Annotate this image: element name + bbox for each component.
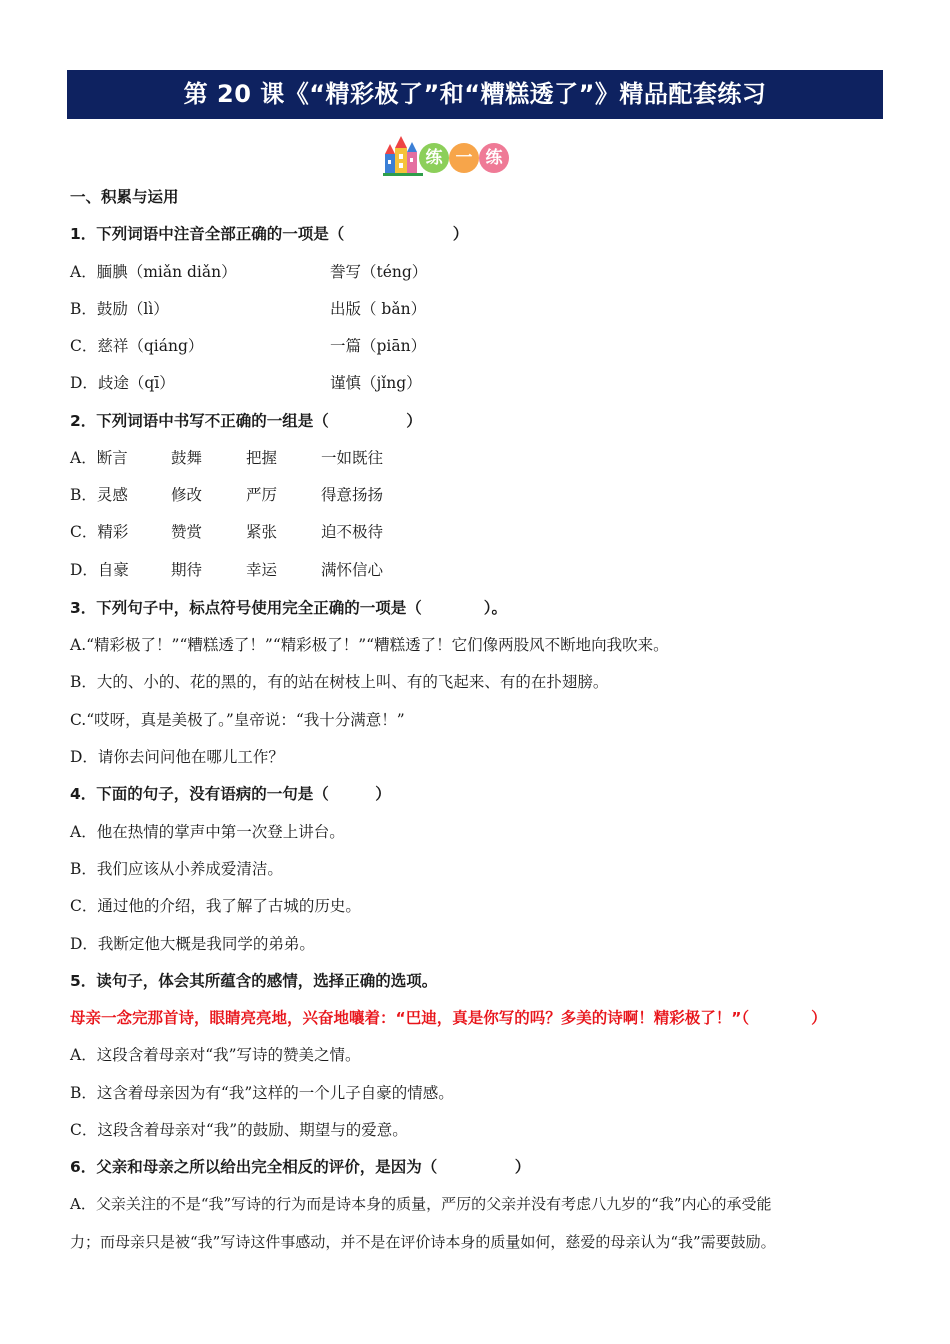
q4-option-c: C．通过他的介绍，我了解了古城的历史。 [70, 897, 361, 915]
q2-b-word-2: 修改 [171, 486, 203, 504]
q5-option-a: A．这段含着母亲对“我”写诗的赞美之情。 [70, 1046, 361, 1064]
q6-option-a-line-2: 力；而母亲只是被“我”写诗这件事感动，并不是在评价诗本身的质量如何，慈爱的母亲认为“我”需要鼓励。 [70, 1233, 776, 1251]
q5-stem: 5．读句子，体会其所蕴含的感情，选择正确的选项。 [70, 972, 438, 990]
q2-d-word-4: 满怀信心 [321, 561, 384, 579]
q3-option-c: C.“哎呀，真是美极了。”皇帝说：“我十分满意！” [70, 711, 405, 729]
q5-option-b: B．这含着母亲因为有“我”这样的一个儿子自豪的情感。 [70, 1084, 454, 1102]
q2-c-word-4: 迫不极待 [321, 523, 384, 541]
q2-d-word-2: 期待 [171, 561, 203, 579]
q3-option-a: A.“精彩极了！”“糟糕透了！”“精彩极了！”“糟糕透了！它们像两股风不断地向我吹来。 [70, 636, 669, 654]
q2-a-word-3: 把握 [246, 449, 278, 467]
q2-b-word-1: B．灵感 [70, 486, 128, 504]
q4-option-d: D．我断定他大概是我同学的弟弟。 [70, 935, 315, 953]
practice-logo [383, 134, 513, 176]
q4-stem: 4．下面的句子，没有语病的一句是（ ） [70, 785, 391, 803]
q2-d-word-3: 幸运 [246, 561, 278, 579]
q2-d-word-1: D．自豪 [70, 561, 129, 579]
logo-char-3: 练 [479, 143, 509, 173]
q6-option-a-line-1: A．父亲关注的不是“我”写诗的行为而是诗本身的质量，严厉的父亲并没有考虑八九岁的“我”内心的承受能 [70, 1195, 772, 1213]
page-title: 第 20 课《“精彩极了”和“糟糕透了”》精品配套练习 [67, 70, 883, 119]
q3-option-d: D．请你去问问他在哪儿工作？ [70, 748, 284, 766]
q2-c-word-3: 紧张 [246, 523, 278, 541]
q3-option-b: B．大的、小的、花的黑的，有的站在树枝上叫、有的飞起来、有的在扑翅膀。 [70, 673, 609, 691]
q1-stem: 1．下列词语中注音全部正确的一项是（ ） [70, 225, 469, 243]
logo-char-2: 一 [449, 143, 479, 173]
q2-stem: 2．下列词语中书写不正确的一组是（ ） [70, 412, 422, 430]
q4-option-b: B．我们应该从小养成爱清洁。 [70, 860, 283, 878]
q1-option-a: A．腼腆（miǎn diǎn） [70, 263, 237, 281]
q1-option-d-right: 谨慎（jǐng） [330, 374, 422, 392]
section-heading: 一、积累与运用 [70, 188, 179, 206]
q4-option-a: A．他在热情的掌声中第一次登上讲台。 [70, 823, 345, 841]
q1-option-b-right: 出版（ bǎn） [330, 300, 427, 318]
q3-stem: 3．下列句子中，标点符号使用完全正确的一项是（ ）。 [70, 599, 508, 617]
q1-option-c: C．慈祥（qiáng） [70, 337, 204, 355]
q2-c-word-1: C．精彩 [70, 523, 129, 541]
q2-a-word-4: 一如既往 [321, 449, 384, 467]
q5-quote: 母亲一念完那首诗，眼睛亮亮地，兴奋地嚷着：“巴迪，真是你写的吗？多美的诗啊！精彩极了！”（ ） [70, 1009, 827, 1027]
q1-option-d: D．歧途（qī） [70, 374, 175, 392]
q1-option-c-right: 一篇（piān） [330, 337, 427, 355]
q2-c-word-2: 赞赏 [171, 523, 203, 541]
q2-a-word-2: 鼓舞 [171, 449, 203, 467]
q2-a-word-1: A．断言 [70, 449, 128, 467]
logo-char-1: 练 [419, 143, 449, 173]
q2-b-word-4: 得意扬扬 [321, 486, 384, 504]
q1-option-b: B．鼓励（lì） [70, 300, 169, 318]
q6-stem: 6．父亲和母亲之所以给出完全相反的评价，是因为（ ） [70, 1158, 531, 1176]
q5-option-c: C．这段含着母亲对“我”的鼓励、期望与的爱意。 [70, 1121, 408, 1139]
q1-option-a-right: 誊写（téng） [330, 263, 428, 281]
q2-b-word-3: 严厉 [246, 486, 278, 504]
